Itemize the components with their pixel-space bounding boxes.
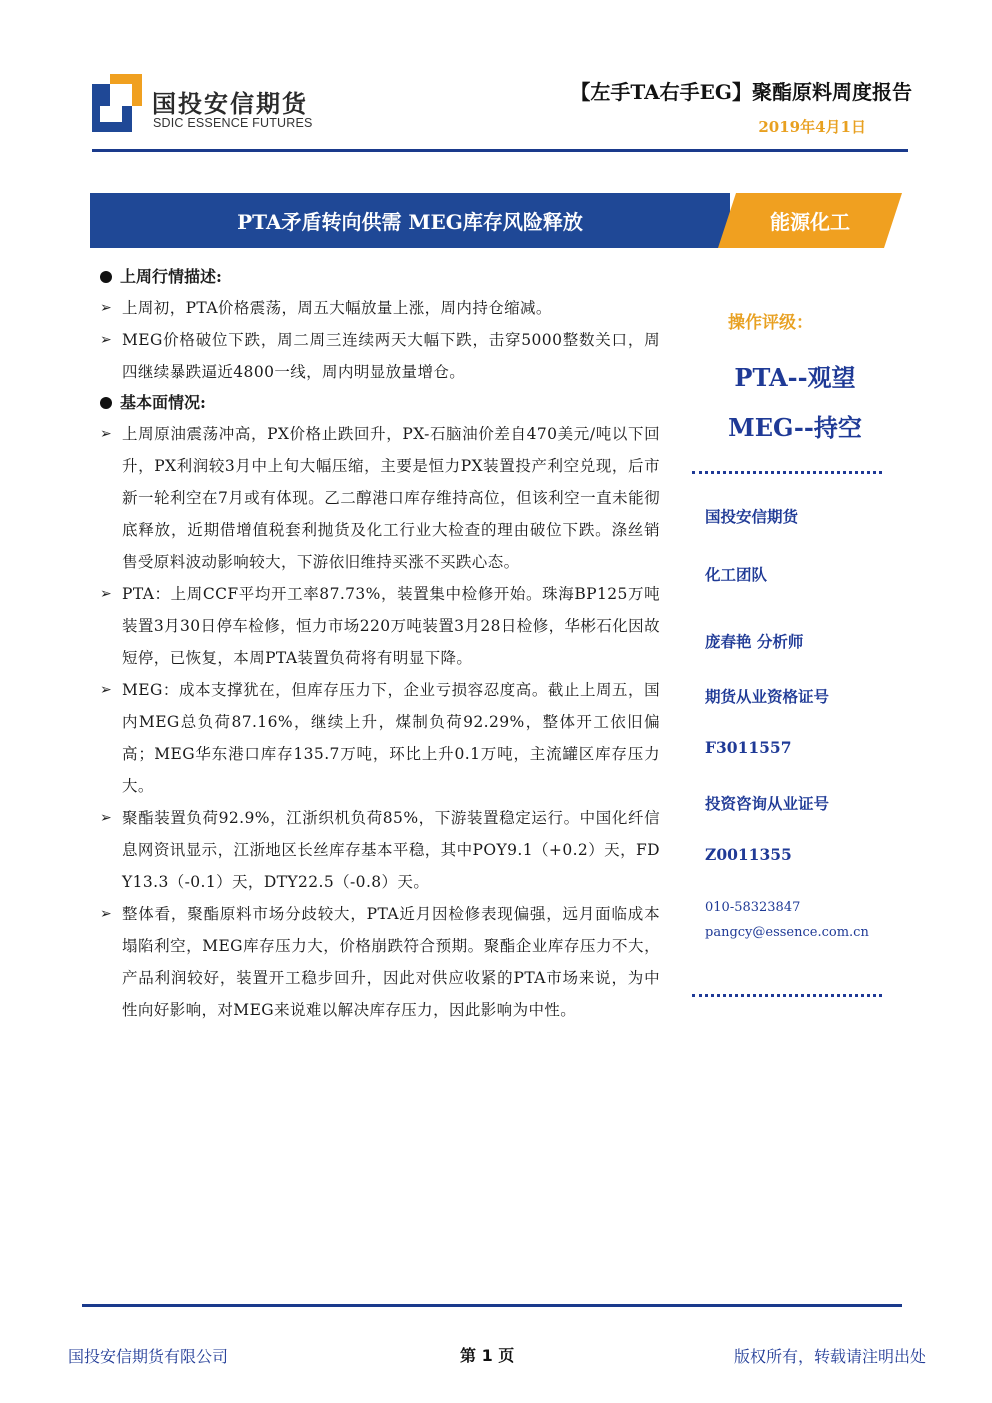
arrow-bullet-icon: ➢ [100, 426, 113, 442]
arrow-bullet-icon: ➢ [100, 300, 113, 316]
sidebar-analyst: 庞春艳 分析师 [705, 632, 804, 651]
banner-headline: PTA矛盾转向供需 MEG库存风险释放 [237, 210, 583, 234]
arrow-bullet-icon: ➢ [100, 332, 113, 348]
report-title: 【左手TA右手EG】聚酯原料周度报告 [570, 80, 912, 104]
rating-label: 操作评级： [728, 313, 813, 333]
sidebar-email[interactable]: pangcy@essence.com.cn [705, 925, 869, 940]
sidebar-team: 化工团队 [705, 565, 768, 584]
footer-divider [82, 1304, 902, 1307]
arrow-bullet-icon: ➢ [100, 586, 113, 602]
title-banner [90, 193, 902, 248]
sidebar-invest-cert: Z0011355 [705, 845, 792, 864]
list-item [100, 802, 660, 898]
list-item [100, 674, 660, 802]
paragraph-text: PTA：上周CCF平均开工率87.73%，装置集中检修开始。珠海BP125万吨装置3月30日停车检修，恒力市场220万吨装置3月28日检修，华彬石化因故短停，已恢复，本周PTA装置负荷将有明显下降。 [122, 585, 660, 667]
logo-chinese-name: 国投安信期货 [152, 90, 308, 118]
paragraph-text: 聚酯装置负荷92.9%，江浙织机负荷85%，下游装置稳定运行。中国化纤信息网资讯显示，江浙地区长丝库存基本平稳，其中POY9.1（+0.2）天，FDY13.3（-0.1）天，DTY22.5（-0.8）天。 [122, 809, 660, 891]
section-heading-fundamentals [100, 388, 660, 418]
main-content [100, 262, 660, 1026]
report-date: 2019年4月1日 [758, 118, 866, 136]
footer-copyright: 版权所有，转载请注明出处 [733, 1347, 926, 1366]
sidebar-futures-cert-label: 期货从业资格证号 [705, 687, 830, 706]
bullet-dot-icon [100, 271, 112, 283]
footer-page-number: 第 1 页 [460, 1346, 515, 1365]
logo-mark-icon [92, 74, 142, 132]
rating-meg: MEG--持空 [728, 413, 862, 442]
list-item [100, 324, 660, 388]
logo-english-name: SDIC ESSENCE FUTURES [153, 116, 313, 130]
paragraph-text: 上周初，PTA价格震荡，周五大幅放量上涨，周内持仓缩减。 [122, 299, 552, 317]
paragraph-text: MEG：成本支撑犹在，但库存压力下，企业亏损容忍度高。截止上周五，国内MEG总负荷87.16%，继续上升，煤制负荷92.29%，整体开工依旧偏高；MEG华东港口库存135.7万吨，环比上升0.1万吨，主流罐区库存压力大。 [122, 681, 660, 795]
arrow-bullet-icon: ➢ [100, 906, 113, 922]
sidebar-divider [692, 471, 882, 474]
paragraph-text: MEG价格破位下跌，周二周三连续两天大幅下跌，击穿5000整数关口，周四继续暴跌逼近4800一线，周内明显放量增仓。 [122, 331, 660, 381]
arrow-bullet-icon: ➢ [100, 682, 113, 698]
sidebar-phone: 010-58323847 [705, 900, 801, 915]
header-divider [92, 149, 908, 152]
section-heading-text: 上周行情描述: [120, 267, 222, 286]
company-logo [92, 74, 332, 134]
paragraph-text: 上周原油震荡冲高，PX价格止跌回升，PX-石脑油价差自470美元/吨以下回升，PX利润较3月中上旬大幅压缩，主要是恒力PX装置投产利空兑现，后市新一轮利空在7月或有体现。乙二醇港口库存维持高位，但该利空一直未能彻底释放，近期借增值税套利抛货及化工行业大检查的理由破位下跌。涤丝销售受原料波动影响较大，下游依旧维持买涨不买跌心态。 [122, 425, 660, 571]
sidebar-company: 国投安信期货 [705, 507, 799, 526]
sidebar-invest-cert-label: 投资咨询从业证号 [705, 794, 830, 813]
bullet-dot-icon [100, 397, 112, 409]
paragraph-text: 整体看，聚酯原料市场分歧较大，PTA近月因检修表现偏强，远月面临成本塌陷利空，MEG库存压力大，价格崩跌符合预期。聚酯企业库存压力不大，产品利润较好，装置开工稳步回升，因此对供应收紧的PTA市场来说，为中性向好影响，对MEG来说难以解决库存压力，因此影响为中性。 [122, 905, 660, 1019]
arrow-bullet-icon: ➢ [100, 810, 113, 826]
rating-pta: PTA--观望 [734, 363, 856, 392]
section-heading-market [100, 262, 660, 292]
sidebar-divider [692, 994, 882, 997]
banner-sector: 能源化工 [770, 210, 850, 234]
section-heading-text: 基本面情况: [120, 393, 206, 412]
list-item [100, 898, 660, 1026]
sidebar-futures-cert: F3011557 [705, 738, 792, 757]
list-item [100, 292, 660, 324]
list-item [100, 578, 660, 674]
list-item [100, 418, 660, 578]
footer-company: 国投安信期货有限公司 [68, 1347, 229, 1366]
